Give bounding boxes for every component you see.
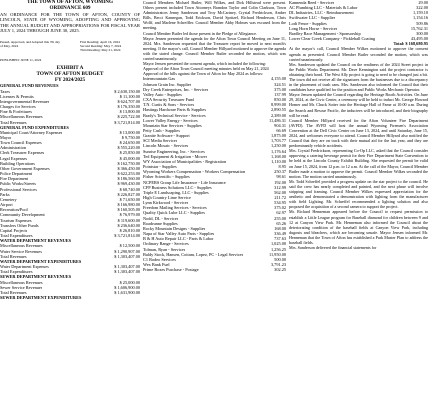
row-amount: 1,159.10 bbox=[412, 10, 428, 16]
row-label: DL Industries, LLC - Reimbursement bbox=[289, 10, 354, 16]
row-amount: $ 13,000.00 bbox=[119, 129, 140, 135]
minutes-paragraph: Council Member Hillyard received for the Afton Volunteer Fire Department (AVFD). The AVFD will host the annual Wyoming Firemen's Association Convention at the Dell Civic Center on June 13, 2024, and until Saturday, June 15, 2024, and welcomes everyone to attend. Council Member Hillyard also notified the Council that they are on track with their mutual aid for the last year, and they are predominantly vehicle accidents. bbox=[289, 117, 428, 149]
row-label: Parks bbox=[0, 191, 10, 197]
row-amount: 211.72 bbox=[274, 195, 286, 200]
row-amount: 322.00 bbox=[416, 5, 428, 11]
row-label: Lynn Kirkwood - Services bbox=[143, 200, 189, 206]
row-label: Napa of Star Valley Auto Parts - Supplies bbox=[143, 231, 215, 237]
row-label: CXA Security Treasurer Fund bbox=[143, 97, 195, 103]
row-amount: 509.86 bbox=[416, 20, 428, 26]
ordinance-intro: AN ORDINANCE FOR THE TOWN OF AFTON, COUNTY OF LINCOLN, STATE OF WYOMING, ADOPTING AND APPROVING THE ANNUAL BUDGET AND APPROPRIATIONS FOR FISCAL YEAR JULY 1, 2024 THROUGH JUNE 30, 2025. bbox=[0, 11, 140, 34]
row-amount: 375.00 bbox=[274, 86, 286, 92]
row-label: Bradley Race Management - Sponsorship bbox=[289, 30, 361, 36]
row-amount: 65.26 bbox=[276, 220, 286, 226]
row-amount: $ 236,640.00 bbox=[117, 222, 140, 228]
row-label: NCPERS Group Life Insurance - Life Insurance bbox=[143, 179, 226, 185]
row-label: Police Department bbox=[0, 171, 33, 177]
row-label: Legal Expenses bbox=[0, 155, 28, 161]
row-label: Lower Valley Energy - Services bbox=[143, 117, 198, 123]
second-reading: Second Reading: May 7, 2024 bbox=[80, 43, 122, 48]
row-amount: 1,110.00 bbox=[271, 158, 286, 164]
row-amount: 11,486.31 bbox=[268, 117, 286, 123]
row-label: Other Government Expenses bbox=[0, 165, 50, 171]
row-amount: 8,999.00 bbox=[270, 102, 286, 108]
row-amount: $ 71,650.00 bbox=[119, 196, 140, 202]
minutes-paragraph: Approval of the Afton Town Council meeting minutes held on May 21, 2024 bbox=[143, 66, 269, 72]
exhibit-subtitle: TOWN OF AFTON BUDGET bbox=[36, 70, 104, 77]
row-amount: 66.69 bbox=[276, 127, 286, 133]
row-amount: 1,250.00 bbox=[270, 143, 286, 149]
row-amount: 192.00 bbox=[274, 179, 286, 185]
minutes-paragraph: Mrs. Crystal Fredrickson, representing Co-Op LLC, asked that the Council consider approving a catering beverage permit for their Fire Department State Convention to be held at the Lincoln County Exhibit Building. She requested the permit be valid on June 15, 2024, from 12 p.m. to 12 a.m. At the call of the Mayor, Council Member Butler made a motion to approve the permit. Council Member Wilkes seconded the motion. The motion carried unanimously. bbox=[289, 148, 428, 179]
row-amount: $ 160,505.00 bbox=[117, 207, 140, 213]
budget-section-title: SEWER DEPARTMENT REVENUES bbox=[0, 274, 72, 280]
row-amount: 300.00 bbox=[416, 30, 428, 36]
row-amount: 11,950.00 bbox=[268, 251, 286, 257]
row-amount: $ 555,220.00 bbox=[117, 145, 140, 151]
row-label: Total Revenues bbox=[0, 253, 27, 259]
row-label: SCI Media Services bbox=[143, 138, 178, 144]
signature-block bbox=[0, 40, 140, 52]
row-amount: 3,791.23 bbox=[270, 262, 286, 268]
row-label: Total Expenditures bbox=[0, 269, 33, 275]
row-amount: $ 1,606,900.00 bbox=[114, 284, 140, 290]
row-amount: 2,890.55 bbox=[270, 107, 286, 113]
row-label: Lincoln Mosaic - Services bbox=[143, 143, 189, 149]
row-label: Lodi Fence - Supplies bbox=[289, 20, 327, 26]
bills-list-continued bbox=[289, 0, 428, 41]
budget-section-title: WATER DEPARTMENT REVENUES bbox=[0, 238, 71, 244]
row-label: T.N. Curtis & Sons - Services bbox=[143, 102, 195, 108]
row-amount: $ 1,303,407.00 bbox=[114, 264, 140, 270]
row-label: Tourism Expenses bbox=[0, 217, 32, 223]
row-amount: 4,155.00 bbox=[270, 76, 286, 82]
budget-section-title: GENERAL FUND REVENUES bbox=[0, 83, 59, 89]
row-label: Licenses & Permits bbox=[0, 93, 34, 99]
budget-section-title: WATER DEPARTMENT EXPENDITURES bbox=[0, 258, 82, 264]
row-amount: $ 969,430.00 bbox=[117, 181, 140, 187]
row-amount: $ 26,810.00 bbox=[119, 227, 140, 233]
row-label: Public Works/Streets bbox=[0, 181, 36, 187]
row-amount: 904.31 bbox=[274, 122, 286, 128]
row-label: WY Association of Municipalities - Registration bbox=[143, 158, 227, 164]
row-label: CFP Business Solutions LLC - Supplies bbox=[143, 184, 212, 190]
minutes-paragraph: Mr. Richard Henneman appeared before the Council to request permission to establish a Little League program for Baseball diamond for children between 9 and 12 at Canyon View Park. Mr. Henneman also informed the Council about the deteriorating condition of the baseball fields at Canyon View Park, including dugouts and bleachers, which are becoming unsafe. Mayor Jensen informed Mr. Henneman that the Town of Afton has established a Park Master Plan to address the baseball fields. bbox=[289, 209, 428, 245]
row-amount: $ 3,721,814.00 bbox=[114, 232, 140, 238]
row-amount: $ 225,722.00 bbox=[117, 114, 140, 120]
first-reading: First Reading: April 16, 2024 bbox=[80, 39, 120, 44]
row-label: Petty Cash - Supplies bbox=[143, 127, 180, 133]
row-amount: 1,176.64 bbox=[270, 148, 286, 154]
budget-section-title: SEWER DEPARTMENT EXPENDITURES bbox=[0, 295, 82, 300]
row-label: Miscellaneous Revenues bbox=[0, 279, 43, 285]
row-amount: 336.49 bbox=[274, 231, 286, 237]
row-amount: $ 25,000.00 bbox=[119, 279, 140, 285]
minutes-paragraph: Mayor Jensen updated the Council regarding the Heritage Booth Activities. On June 29, 2024, at the Civic Center, a ceremony will be held to induct Mr. George Howard Homer and Mr. Chuck Sotter into the Heritage Hall of Fame at 10:00 a.m. During the Search and Rescue Pacific, the inductees will be introduced, and their biography will be read. bbox=[289, 92, 428, 118]
minutes-paragraph: Council Member Butler led those present in the Pledge of Allegiance. bbox=[143, 30, 258, 36]
row-amount: $ 1,631,900.00 bbox=[114, 289, 140, 295]
row-label: Prime Boxes Purchase - Postage bbox=[143, 267, 199, 273]
row-label: Wex Bank Fuel bbox=[143, 262, 170, 268]
minutes-paragraph: Mrs. Sanderson updated the Council on the readiness of the 2024 Street project in the Public Works Department. Mr. Dave Kennington said the project contractor is obtaining their bond. The West Ally project is going to need to be changed just a bit. The town did not receive all the signatures from the businesses due to a discrepancy in the placement of trash cans. Mrs. Sanderson also informed the Council that their candidates have qualified for the position and Public Works Mechanic Operator. bbox=[289, 61, 428, 93]
row-label: Tolman, Ryan - Services bbox=[143, 246, 186, 252]
row-label: Mayor bbox=[0, 135, 12, 141]
row-amount: 312.99 bbox=[274, 184, 286, 190]
row-amount: $ 176,350.00 bbox=[117, 104, 140, 110]
minutes-column bbox=[143, 0, 286, 400]
row-label: Rocky Mountain Designs - Supplies bbox=[143, 225, 206, 231]
row-label: Brady's Technical Service - Services bbox=[143, 112, 206, 118]
row-label: Mountain Star Services - Supplies bbox=[143, 122, 202, 128]
row-amount: $ 3,721,814.00 bbox=[114, 119, 140, 125]
minutes-paragraph: Mrs. Sanderson delivered the financial statements for bbox=[289, 245, 377, 251]
row-label: Nodd, DL - Services bbox=[143, 215, 179, 221]
row-amount: 1,875.00 bbox=[270, 133, 286, 139]
row-label: Transfers Other Funds bbox=[0, 222, 39, 228]
row-label: Hastings Hardware Parts & Supplies bbox=[143, 107, 207, 113]
row-amount: 1,168.00 bbox=[270, 153, 286, 159]
minutes-paragraph: Approval of the bills against the Town of Afton for May 2024 as follows: bbox=[143, 71, 264, 77]
row-label: Quality Quick Lube LLC - Supplies bbox=[143, 210, 205, 216]
minutes-paragraph: At the mayor's call, Council Member Wilkes motioned to approve the consent agenda as presented. Council Member Butler seconded the motion, which was carried unanimously. bbox=[289, 46, 428, 62]
row-label: Water Department Expenses bbox=[0, 264, 49, 270]
row-amount: 137.99 bbox=[274, 91, 286, 97]
row-amount: $ 622,253.00 bbox=[117, 171, 140, 177]
row-label: Airport bbox=[0, 202, 13, 208]
minutes-paragraph: Mayor Jensen presented the consent agenda, which included the following: bbox=[143, 61, 267, 67]
row-amount: 250.37 bbox=[274, 169, 286, 175]
published-date: PUBLISHED: JUNE 11, 2024 bbox=[0, 57, 42, 62]
row-label: Taxes bbox=[0, 88, 10, 94]
row-label: Water Service Revenues bbox=[0, 248, 42, 254]
row-amount: $ 13,800.00 bbox=[119, 109, 140, 115]
row-label: Miscellaneous Revenues bbox=[0, 114, 43, 120]
row-amount: $ 45,000.00 bbox=[119, 155, 140, 161]
row-amount: 1,154.16 bbox=[412, 15, 428, 21]
row-label: Cemetery bbox=[0, 196, 17, 202]
row-label: Wyoming Workers Compensation - Workers Compensation bbox=[143, 169, 246, 175]
row-label: Roadrunne Supplies bbox=[143, 220, 178, 226]
row-label: Swiftwater LLC - Supplies bbox=[289, 15, 336, 21]
row-amount: 324.51 bbox=[274, 81, 286, 87]
row-label: Fisher Scientific - Supplies bbox=[143, 174, 190, 180]
row-amount: 62.97 bbox=[276, 210, 286, 216]
budget-section-title: GENERAL FUND EXPENDITURES bbox=[0, 124, 69, 130]
ordinance-number: ORDINANCE 609 bbox=[49, 4, 91, 11]
adoption-statement: Passed, Approved, and Adopted this 7th day of May, 2024 bbox=[0, 39, 60, 48]
row-label: Pointstar - Supplies bbox=[143, 164, 177, 170]
budget-table bbox=[0, 83, 140, 300]
row-amount: 43,495.00 bbox=[410, 36, 428, 42]
row-amount: $ 162,750.00 bbox=[117, 160, 140, 166]
minutes-paragraph: Council Members Michael Butler, Will Wilkes, and Dirk Hillstead were present. Others present included Town Attorneys Brandon Taylor and Colin Clarkson, Town Administrators Jenny Sanderson and Troy McCartney, Crystal Fredrickson, Amber Bills, Becci Kannegan, Todd Erickson, David Spritzel, Richard Henderson, Chris Wolff, and Marlene Schreffler. Council Member Abby Holmes was excused from the meeting. bbox=[143, 0, 286, 31]
row-label: Johnson Grain Inc. Supplies bbox=[143, 81, 192, 87]
row-amount: 1,256.25 bbox=[270, 246, 286, 252]
exhibit-title: EXHIBIT A bbox=[56, 64, 84, 71]
row-label: Administration bbox=[0, 145, 27, 151]
row-amount: 850.00 bbox=[274, 97, 286, 103]
minutes-paragraphs-continued bbox=[289, 46, 428, 250]
fiscal-year: FY 2024/2025 bbox=[54, 76, 86, 83]
row-amount: $ 2,630,150.00 bbox=[114, 88, 140, 94]
row-label: Baldy Stock, Hansen, Cottam, Lopez, PC - Legal Services bbox=[143, 251, 244, 257]
row-amount: 534.95 bbox=[274, 200, 286, 206]
row-label: C1 Rodeo Services bbox=[143, 256, 176, 262]
row-label: Miscellaneous Revenues bbox=[0, 243, 43, 249]
row-amount: 302.25 bbox=[274, 267, 286, 273]
row-label: Total Expenditures bbox=[0, 232, 33, 238]
row-amount: $ 12,500.00 bbox=[119, 243, 140, 249]
row-amount: 737.63 bbox=[274, 236, 286, 242]
row-label: Municipal Court/Attorney Expenses bbox=[0, 129, 63, 135]
row-label: Ordinary Range - Services bbox=[143, 241, 189, 247]
row-amount: $ 11,100.00 bbox=[119, 93, 140, 99]
third-reading: Third Reading: May 21, 2024 bbox=[80, 47, 121, 52]
row-label: Dry Creek Enterprises, Inc. - Services bbox=[143, 86, 209, 92]
row-label: Charges for Services bbox=[0, 104, 36, 110]
row-amount: $ 68,740.00 bbox=[119, 186, 140, 192]
row-amount: 29.00 bbox=[418, 0, 428, 5]
row-amount: 15,762.31 bbox=[410, 25, 428, 31]
row-label: Total Revenues bbox=[0, 289, 27, 295]
row-amount: $ 624,707.00 bbox=[117, 98, 140, 104]
row-amount: $ 9,750.00 bbox=[121, 135, 140, 141]
row-label: Sewer Service Revenues bbox=[0, 284, 43, 290]
row-amount: $ 366,450.00 bbox=[117, 165, 140, 171]
row-label: Triple E Landscaping, LLC - Supplies bbox=[143, 189, 209, 195]
row-label: Professional Services bbox=[0, 186, 37, 192]
row-label: Clerk Treasurer Expenses bbox=[0, 150, 45, 156]
row-label: Lower Clear Creek Company - Pickleball Coating bbox=[289, 36, 376, 42]
row-amount: $ 1,303,407.00 bbox=[114, 253, 140, 259]
row-amount: $ 186,560.00 bbox=[117, 176, 140, 182]
row-amount: 168.00 bbox=[274, 225, 286, 231]
row-label: Granite Software - Support bbox=[143, 133, 190, 139]
row-label: Total Revenues bbox=[0, 119, 27, 125]
minutes-paragraph: Mayor Jensen presented the agenda for the Afton Town Council Meeting on June 11, 2024. Mrs. Sanderson requested that the Treasurer report be moved to next month's meeting. If the mayor's call, Council Member Hillyard motioned to approve the agenda with the stated change. Council Member Butler seconded the motion, which was carried unanimously. bbox=[143, 35, 286, 62]
minutes-paragraph: Mr. Todd Schreffel provided a progress update on the star project to the council. He said the crew has nearly completed and painted, and the next phase will involve stripping and framing. Council Member Wilkes expressed appreciation for the aesthetic and demonstrated a demonstration with lighting from the manufacturer with field Lighting. Mr. Schreffel recommended a lighting solution and also proposed the acquisition of a second camera to support the project. bbox=[289, 178, 428, 210]
row-amount: $ 226,827.00 bbox=[117, 191, 140, 197]
reading-dates bbox=[80, 40, 140, 52]
ordinance-column bbox=[0, 0, 140, 400]
row-amount: 98.61 bbox=[276, 174, 286, 180]
row-label: Recreation/Pool bbox=[0, 207, 28, 213]
row-label: Town Council Expenses bbox=[0, 140, 42, 146]
row-amount: $ 76,979.00 bbox=[119, 212, 140, 218]
table-row bbox=[143, 267, 286, 272]
row-amount: $ 119,600.00 bbox=[117, 217, 140, 223]
row-amount: $ 1,290,907.00 bbox=[114, 248, 140, 254]
row-amount: $ 1,303,407.00 bbox=[114, 269, 140, 275]
row-label: Fire Department bbox=[0, 176, 29, 182]
row-label: High Country Lime Service bbox=[143, 195, 191, 200]
row-label: Ted Equipment & Irrigation - Mower bbox=[143, 153, 208, 159]
bills-list bbox=[143, 76, 286, 272]
row-amount: 562.00 bbox=[274, 189, 286, 195]
row-amount: $ 24,650.00 bbox=[119, 140, 140, 146]
row-label: Building Operations bbox=[0, 160, 35, 166]
row-label: B & H Auto Repair LLC - Parts & Labor bbox=[143, 236, 214, 242]
row-amount: 8.95 bbox=[278, 164, 286, 170]
row-label: Valley Auto - Supplies bbox=[143, 91, 182, 97]
row-label: Freedom Mailing Services - Services bbox=[143, 205, 207, 211]
row-label: Capital Projects bbox=[0, 227, 28, 233]
row-label: Community Development bbox=[0, 212, 45, 218]
row-amount: 1,025.00 bbox=[270, 241, 286, 247]
row-label: Intergovernmental Revenues bbox=[0, 98, 50, 104]
row-label: Kannenda Reed - Services bbox=[289, 0, 335, 5]
row-amount: 255.00 bbox=[274, 215, 286, 221]
row-label: Long Horn Horse - Services bbox=[289, 25, 338, 31]
row-amount: $ 166,980.00 bbox=[117, 202, 140, 208]
row-label: Intermountain Gas bbox=[143, 76, 176, 82]
minutes-paragraphs bbox=[143, 0, 286, 76]
town-heading: THE TOWN OF AFTON, WYOMING bbox=[26, 0, 114, 5]
row-amount: $ 25,850.00 bbox=[119, 150, 140, 156]
minutes-column-continued bbox=[289, 0, 428, 400]
row-label: Fine & Forfeitures bbox=[0, 109, 32, 115]
row-amount: 500.00 bbox=[274, 256, 286, 262]
row-amount: 375.02 bbox=[274, 205, 286, 211]
row-amount: 1,703.77 bbox=[270, 138, 286, 144]
row-label: AC Plumbing LLC - Materials & Labor bbox=[289, 5, 358, 11]
bills-total: Total: $ 168,680.95 bbox=[393, 41, 428, 47]
row-label: Sunrise Engineering, Inc. - Services bbox=[143, 148, 205, 154]
row-amount: 2,389.00 bbox=[270, 112, 286, 118]
